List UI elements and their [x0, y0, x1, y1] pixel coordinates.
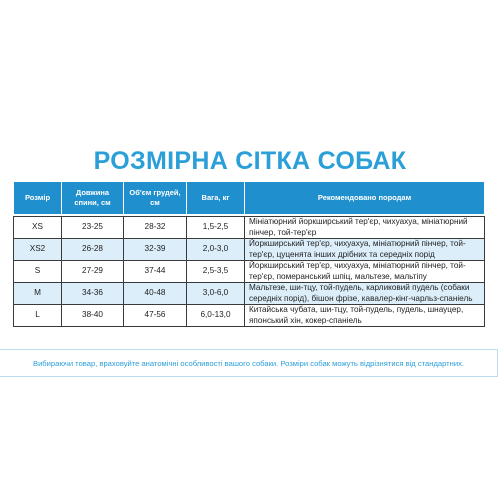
table-row	[14, 261, 485, 283]
cell-size: M	[14, 283, 62, 305]
cell-chest: 32-39	[124, 239, 187, 261]
table-header-row	[14, 182, 485, 215]
cell-chest: 47-56	[124, 305, 187, 327]
cell-weight: 1,5-2,5	[187, 217, 245, 239]
cell-weight: 2,5-3,5	[187, 261, 245, 283]
cell-back-length: 27-29	[62, 261, 124, 283]
cell-size: L	[14, 305, 62, 327]
table-row	[14, 283, 485, 305]
size-chart-table-wrapper	[13, 181, 484, 327]
cell-weight: 2,0-3,0	[187, 239, 245, 261]
cell-chest: 37-44	[124, 261, 187, 283]
cell-back-length: 38-40	[62, 305, 124, 327]
cell-back-length: 34-36	[62, 283, 124, 305]
header-back-length: Довжина спини, см	[62, 182, 124, 215]
table-row	[14, 239, 485, 261]
header-weight: Вага, кг	[187, 182, 245, 215]
cell-weight: 6,0-13,0	[187, 305, 245, 327]
cell-breeds: Йоркширський тер'єр, чихуахуа, мініатюрний пінчер, той-тер'єр, померанський шпіц, мальтезе, мальтіпу	[245, 261, 485, 283]
header-chest: Об'єм грудей, см	[124, 182, 187, 215]
cell-breeds: Йоркширський тер'єр, чихуахуа, мініатюрний пінчер, той-тер'єр, цуценята інших дрібних та середніх порід	[245, 239, 485, 261]
cell-size: XS	[14, 217, 62, 239]
table-row	[14, 217, 485, 239]
cell-breeds: Мініатюрний йоркширський тер'єр, чихуахуа, мініатюрний пінчер, той-тер'єр	[245, 217, 485, 239]
header-breeds: Рекомендовано породам	[245, 182, 485, 215]
cell-chest: 40-48	[124, 283, 187, 305]
cell-size: XS2	[14, 239, 62, 261]
page-title: РОЗМІРНА СІТКА СОБАК	[93, 147, 407, 175]
table-row	[14, 305, 485, 327]
cell-back-length: 26-28	[62, 239, 124, 261]
footer-note-box	[0, 349, 498, 377]
size-chart-table	[13, 181, 485, 327]
cell-weight: 3,0-6,0	[187, 283, 245, 305]
header-size: Розмір	[14, 182, 62, 215]
cell-breeds: Мальтезе, ши-тцу, той-пудель, карликовий пудель (собаки середніх порід), бішон фрізе, кавалер-кінг-чарльз-спаніель	[245, 283, 485, 305]
cell-chest: 28-32	[124, 217, 187, 239]
cell-back-length: 23-25	[62, 217, 124, 239]
cell-size: S	[14, 261, 62, 283]
footer-note: Вибираючи товар, враховуйте анатомічні особливості вашого собаки. Розміри собак можуть відрізнятися від стандартних.	[33, 358, 464, 368]
cell-breeds: Китайська чубата, ши-тцу, той-пудель, пудель, шнауцер, японський хін, кокер-спаніель	[245, 305, 485, 327]
